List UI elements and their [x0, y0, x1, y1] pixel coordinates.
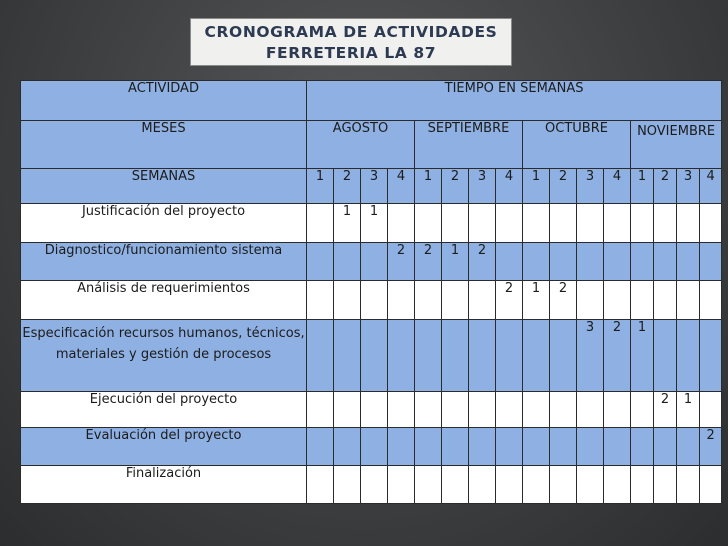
- schedule-cell: [442, 320, 469, 392]
- activity-row: [21, 428, 722, 466]
- header-activity: ACTIVIDAD: [21, 81, 307, 121]
- schedule-cell: [700, 243, 722, 281]
- schedule-cell: [415, 320, 442, 392]
- schedule-cell: [496, 466, 523, 504]
- schedule-cell: 1: [334, 204, 361, 243]
- schedule-cell: [334, 428, 361, 466]
- schedule-cell: [415, 281, 442, 320]
- header-row-weeks: [21, 169, 722, 204]
- schedule-cell: [361, 243, 388, 281]
- schedule-cell: 3: [577, 320, 604, 392]
- schedule-cell: 2: [604, 320, 631, 392]
- week-number: 2: [442, 169, 469, 204]
- schedule-cell: [700, 392, 722, 428]
- schedule-cell: [700, 281, 722, 320]
- schedule-cell: [550, 392, 577, 428]
- schedule-cell: [415, 392, 442, 428]
- schedule-cell: [631, 281, 654, 320]
- month-label: OCTUBRE: [523, 121, 631, 169]
- schedule-cell: [577, 466, 604, 504]
- schedule-cell: [388, 392, 415, 428]
- schedule-cell: [631, 466, 654, 504]
- month-label: AGOSTO: [307, 121, 415, 169]
- schedule-cell: [307, 428, 334, 466]
- week-number: 1: [523, 169, 550, 204]
- schedule-cell: [550, 243, 577, 281]
- schedule-cell: [469, 392, 496, 428]
- schedule-cell: 1: [442, 243, 469, 281]
- activity-row: [21, 243, 722, 281]
- schedule-cell: [631, 428, 654, 466]
- schedule-cell: [388, 320, 415, 392]
- schedule-cell: 1: [523, 281, 550, 320]
- schedule-cell: [307, 243, 334, 281]
- schedule-cell: [604, 281, 631, 320]
- schedule-cell: [631, 392, 654, 428]
- week-number: 4: [700, 169, 722, 204]
- schedule-cell: [496, 243, 523, 281]
- schedule-cell: [604, 392, 631, 428]
- week-number: 1: [307, 169, 334, 204]
- schedule-cell: [469, 320, 496, 392]
- schedule-cell: [577, 281, 604, 320]
- schedule-cell: [388, 281, 415, 320]
- schedule-cell: [442, 204, 469, 243]
- schedule-cell: [604, 428, 631, 466]
- schedule-cell: [388, 204, 415, 243]
- schedule-cell: 2: [700, 428, 722, 466]
- schedule-cell: [442, 428, 469, 466]
- schedule-cell: [577, 428, 604, 466]
- week-number: 1: [631, 169, 654, 204]
- activity-name: Finalización: [21, 466, 307, 504]
- schedule-cell: [631, 243, 654, 281]
- schedule-cell: [523, 243, 550, 281]
- header-weeks-label: SEMANAS: [21, 169, 307, 204]
- week-number: 1: [415, 169, 442, 204]
- schedule-cell: [700, 466, 722, 504]
- schedule-cell: [677, 428, 700, 466]
- schedule-cell: [415, 466, 442, 504]
- schedule-cell: [388, 466, 415, 504]
- schedule-cell: [334, 281, 361, 320]
- month-label: NOVIEMBRE: [631, 121, 722, 169]
- schedule-cell: [550, 204, 577, 243]
- schedule-cell: [577, 392, 604, 428]
- activity-row: [21, 466, 722, 504]
- schedule-cell: [523, 466, 550, 504]
- activity-row: [21, 320, 722, 392]
- schedule-cell: 2: [415, 243, 442, 281]
- week-number: 3: [677, 169, 700, 204]
- schedule-cell: [496, 204, 523, 243]
- schedule-cell: 1: [677, 392, 700, 428]
- schedule-cell: [677, 243, 700, 281]
- schedule-cell: [361, 428, 388, 466]
- schedule-cell: [334, 466, 361, 504]
- activity-name: Justificación del proyecto: [21, 204, 307, 243]
- schedule-cell: [469, 428, 496, 466]
- week-number: 4: [496, 169, 523, 204]
- schedule-cell: [677, 320, 700, 392]
- document-title: [190, 18, 512, 66]
- schedule-cell: 2: [654, 392, 677, 428]
- schedule-cell: [577, 243, 604, 281]
- schedule-cell: [361, 320, 388, 392]
- header-row-months: [21, 121, 722, 169]
- title-line-2: FERRETERIA LA 87: [265, 44, 437, 62]
- header-months-label: MESES: [21, 121, 307, 169]
- activity-name: Análisis de requerimientos: [21, 281, 307, 320]
- activity-row: [21, 392, 722, 428]
- schedule-cell: [496, 428, 523, 466]
- schedule-cell: [550, 320, 577, 392]
- schedule-cell: [388, 428, 415, 466]
- schedule-cell: [677, 466, 700, 504]
- schedule-cell: [700, 204, 722, 243]
- schedule-cell: [654, 281, 677, 320]
- week-number: 3: [469, 169, 496, 204]
- schedule-cell: [523, 428, 550, 466]
- schedule-cell: [307, 204, 334, 243]
- schedule-cell: [654, 243, 677, 281]
- schedule-cell: [631, 204, 654, 243]
- schedule-cell: [361, 392, 388, 428]
- schedule-cell: [604, 466, 631, 504]
- week-number: 3: [577, 169, 604, 204]
- schedule-cell: [469, 204, 496, 243]
- header-time-in-weeks: TIEMPO EN SEMANAS: [307, 81, 722, 121]
- schedule-cell: 2: [496, 281, 523, 320]
- schedule-cell: [334, 392, 361, 428]
- schedule-cell: [442, 392, 469, 428]
- month-label: SEPTIEMBRE: [415, 121, 523, 169]
- schedule-cell: [361, 466, 388, 504]
- schedule-cell: [654, 320, 677, 392]
- activity-row: [21, 281, 722, 320]
- schedule-cell: [700, 320, 722, 392]
- schedule-cell: [654, 466, 677, 504]
- schedule-cell: [654, 428, 677, 466]
- week-number: 4: [604, 169, 631, 204]
- schedule-cell: [307, 320, 334, 392]
- header-row-activity: [21, 81, 722, 121]
- schedule-cell: [496, 320, 523, 392]
- activity-name: Diagnostico/funcionamiento sistema: [21, 243, 307, 281]
- schedule-cell: [307, 392, 334, 428]
- schedule-cell: [469, 281, 496, 320]
- schedule-cell: [523, 204, 550, 243]
- title-line-1: CRONOGRAMA DE ACTIVIDADES: [204, 23, 498, 41]
- schedule-cell: [604, 243, 631, 281]
- schedule-cell: [577, 204, 604, 243]
- activity-name: Evaluación del proyecto: [21, 428, 307, 466]
- schedule-cell: 2: [469, 243, 496, 281]
- schedule-cell: [523, 320, 550, 392]
- schedule-cell: 2: [388, 243, 415, 281]
- activity-row: [21, 204, 722, 243]
- activity-name: Especificación recursos humanos, técnicos, materiales y gestión de procesos: [21, 320, 307, 392]
- schedule-cell: [442, 281, 469, 320]
- schedule-table: [20, 80, 722, 504]
- schedule-cell: [496, 392, 523, 428]
- activity-name: Ejecución del proyecto: [21, 392, 307, 428]
- schedule-cell: [654, 204, 677, 243]
- schedule-cell: [604, 204, 631, 243]
- schedule-cell: [442, 466, 469, 504]
- schedule-cell: [307, 466, 334, 504]
- schedule-cell: [415, 428, 442, 466]
- schedule-cell: [550, 428, 577, 466]
- schedule-cell: 2: [550, 281, 577, 320]
- schedule-cell: [334, 320, 361, 392]
- schedule-cell: [334, 243, 361, 281]
- schedule-cell: [677, 281, 700, 320]
- schedule-cell: [523, 392, 550, 428]
- week-number: 2: [334, 169, 361, 204]
- schedule-cell: 1: [631, 320, 654, 392]
- week-number: 2: [654, 169, 677, 204]
- schedule-cell: [677, 204, 700, 243]
- schedule-cell: 1: [361, 204, 388, 243]
- week-number: 4: [388, 169, 415, 204]
- schedule-cell: [469, 466, 496, 504]
- week-number: 3: [361, 169, 388, 204]
- schedule-cell: [550, 466, 577, 504]
- week-number: 2: [550, 169, 577, 204]
- schedule-cell: [307, 281, 334, 320]
- schedule-cell: [361, 281, 388, 320]
- schedule-cell: [415, 204, 442, 243]
